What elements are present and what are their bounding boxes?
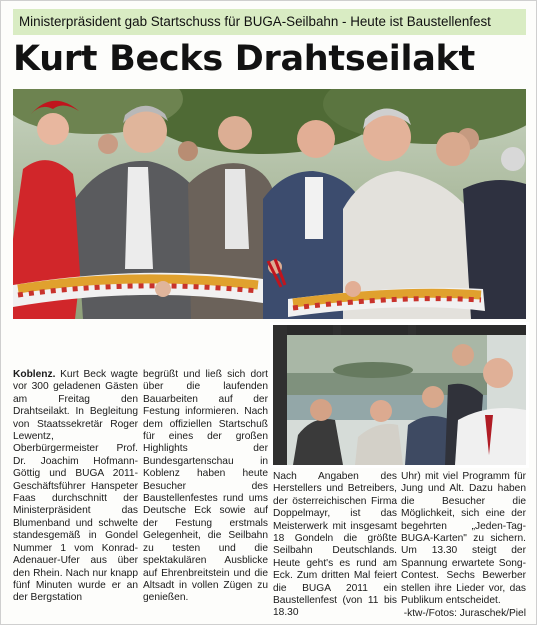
dateline: Koblenz. bbox=[13, 369, 56, 380]
photo-credit: -ktw-/Fotos: Juraschek/Piel bbox=[403, 608, 526, 620]
article-column-2 bbox=[143, 369, 268, 605]
column-2-text: begrüßt und ließ sich dort über die laufenden Bauarbeiten auf der Festung informieren. Nach dem offiziellen Startschuß für eines der großen Highlights der Bundesgartenschau in Koblenz haben heute Besucher des Baustellenfestes rund ums Deutsche Eck sowie auf der Festung erstmals Gelegenheit, die Seilbahn zu testen und die spektakulären Ausblicke auf Ehrenbreitstein und die Altsadt in vollen Zügen zu genießen. bbox=[143, 369, 268, 604]
column-1-text: Kurt Beck wagte vor 300 geladenen Gästen am Freitag den Drahtseilakt. In Begleitung von Staatssekretär Roger Lewentz, Oberbürgermeister Prof. Dr. Joachim Hofmann-Göttig und BUGA 2011-Geschäftsführer Hanspeter Faas durchschnitt der Ministerpräsident das Blumenband und schwelte standesgemäß in Gondel Nummer 1 vom Konrad-Adenauer-Ufer aus über den Rhein. Nach nur knapp fünf Minuten wurde er an der Bergstation bbox=[13, 369, 138, 604]
article-column-1 bbox=[13, 369, 138, 605]
gondola-photo bbox=[273, 325, 526, 465]
ribbon-cutting-photo bbox=[13, 89, 526, 319]
inset-photo bbox=[273, 325, 526, 465]
article-column-4 bbox=[401, 471, 526, 621]
column-3-text: Nach Angaben des Herstellers und Betreibers, der österreichischen Firma Doppelmayr, ist das Meisterwerk mit insgesamt 18 Gondeln die größte Seilbahn Deutschlands. Heute geht's es rund am Eck. Zum dritten Mal feiert die BUGA 2011 ein Baustellenfest (von 11 bis 18.30 bbox=[273, 471, 397, 619]
main-photo bbox=[13, 89, 526, 319]
article-column-3 bbox=[273, 471, 397, 620]
kicker-line: Ministerpräsident gab Startschuss für BUGA-Seilbahn - Heute ist Baustellenfest bbox=[13, 9, 526, 35]
headline: Kurt Becks Drahtseilakt bbox=[13, 39, 475, 79]
column-4-text: Uhr) mit viel Programm für Jung und Alt. Dazu haben die Besucher die Möglichkeit, sich eine der begehrten „Jeden-Tag-BUGA-Karten" zu sichern. Um 13.30 steigt der Spannung erwartete Song-Contest. Sechs Bewerber stellen ihre Lieder vor, das Publikum entscheidet. bbox=[401, 471, 526, 607]
